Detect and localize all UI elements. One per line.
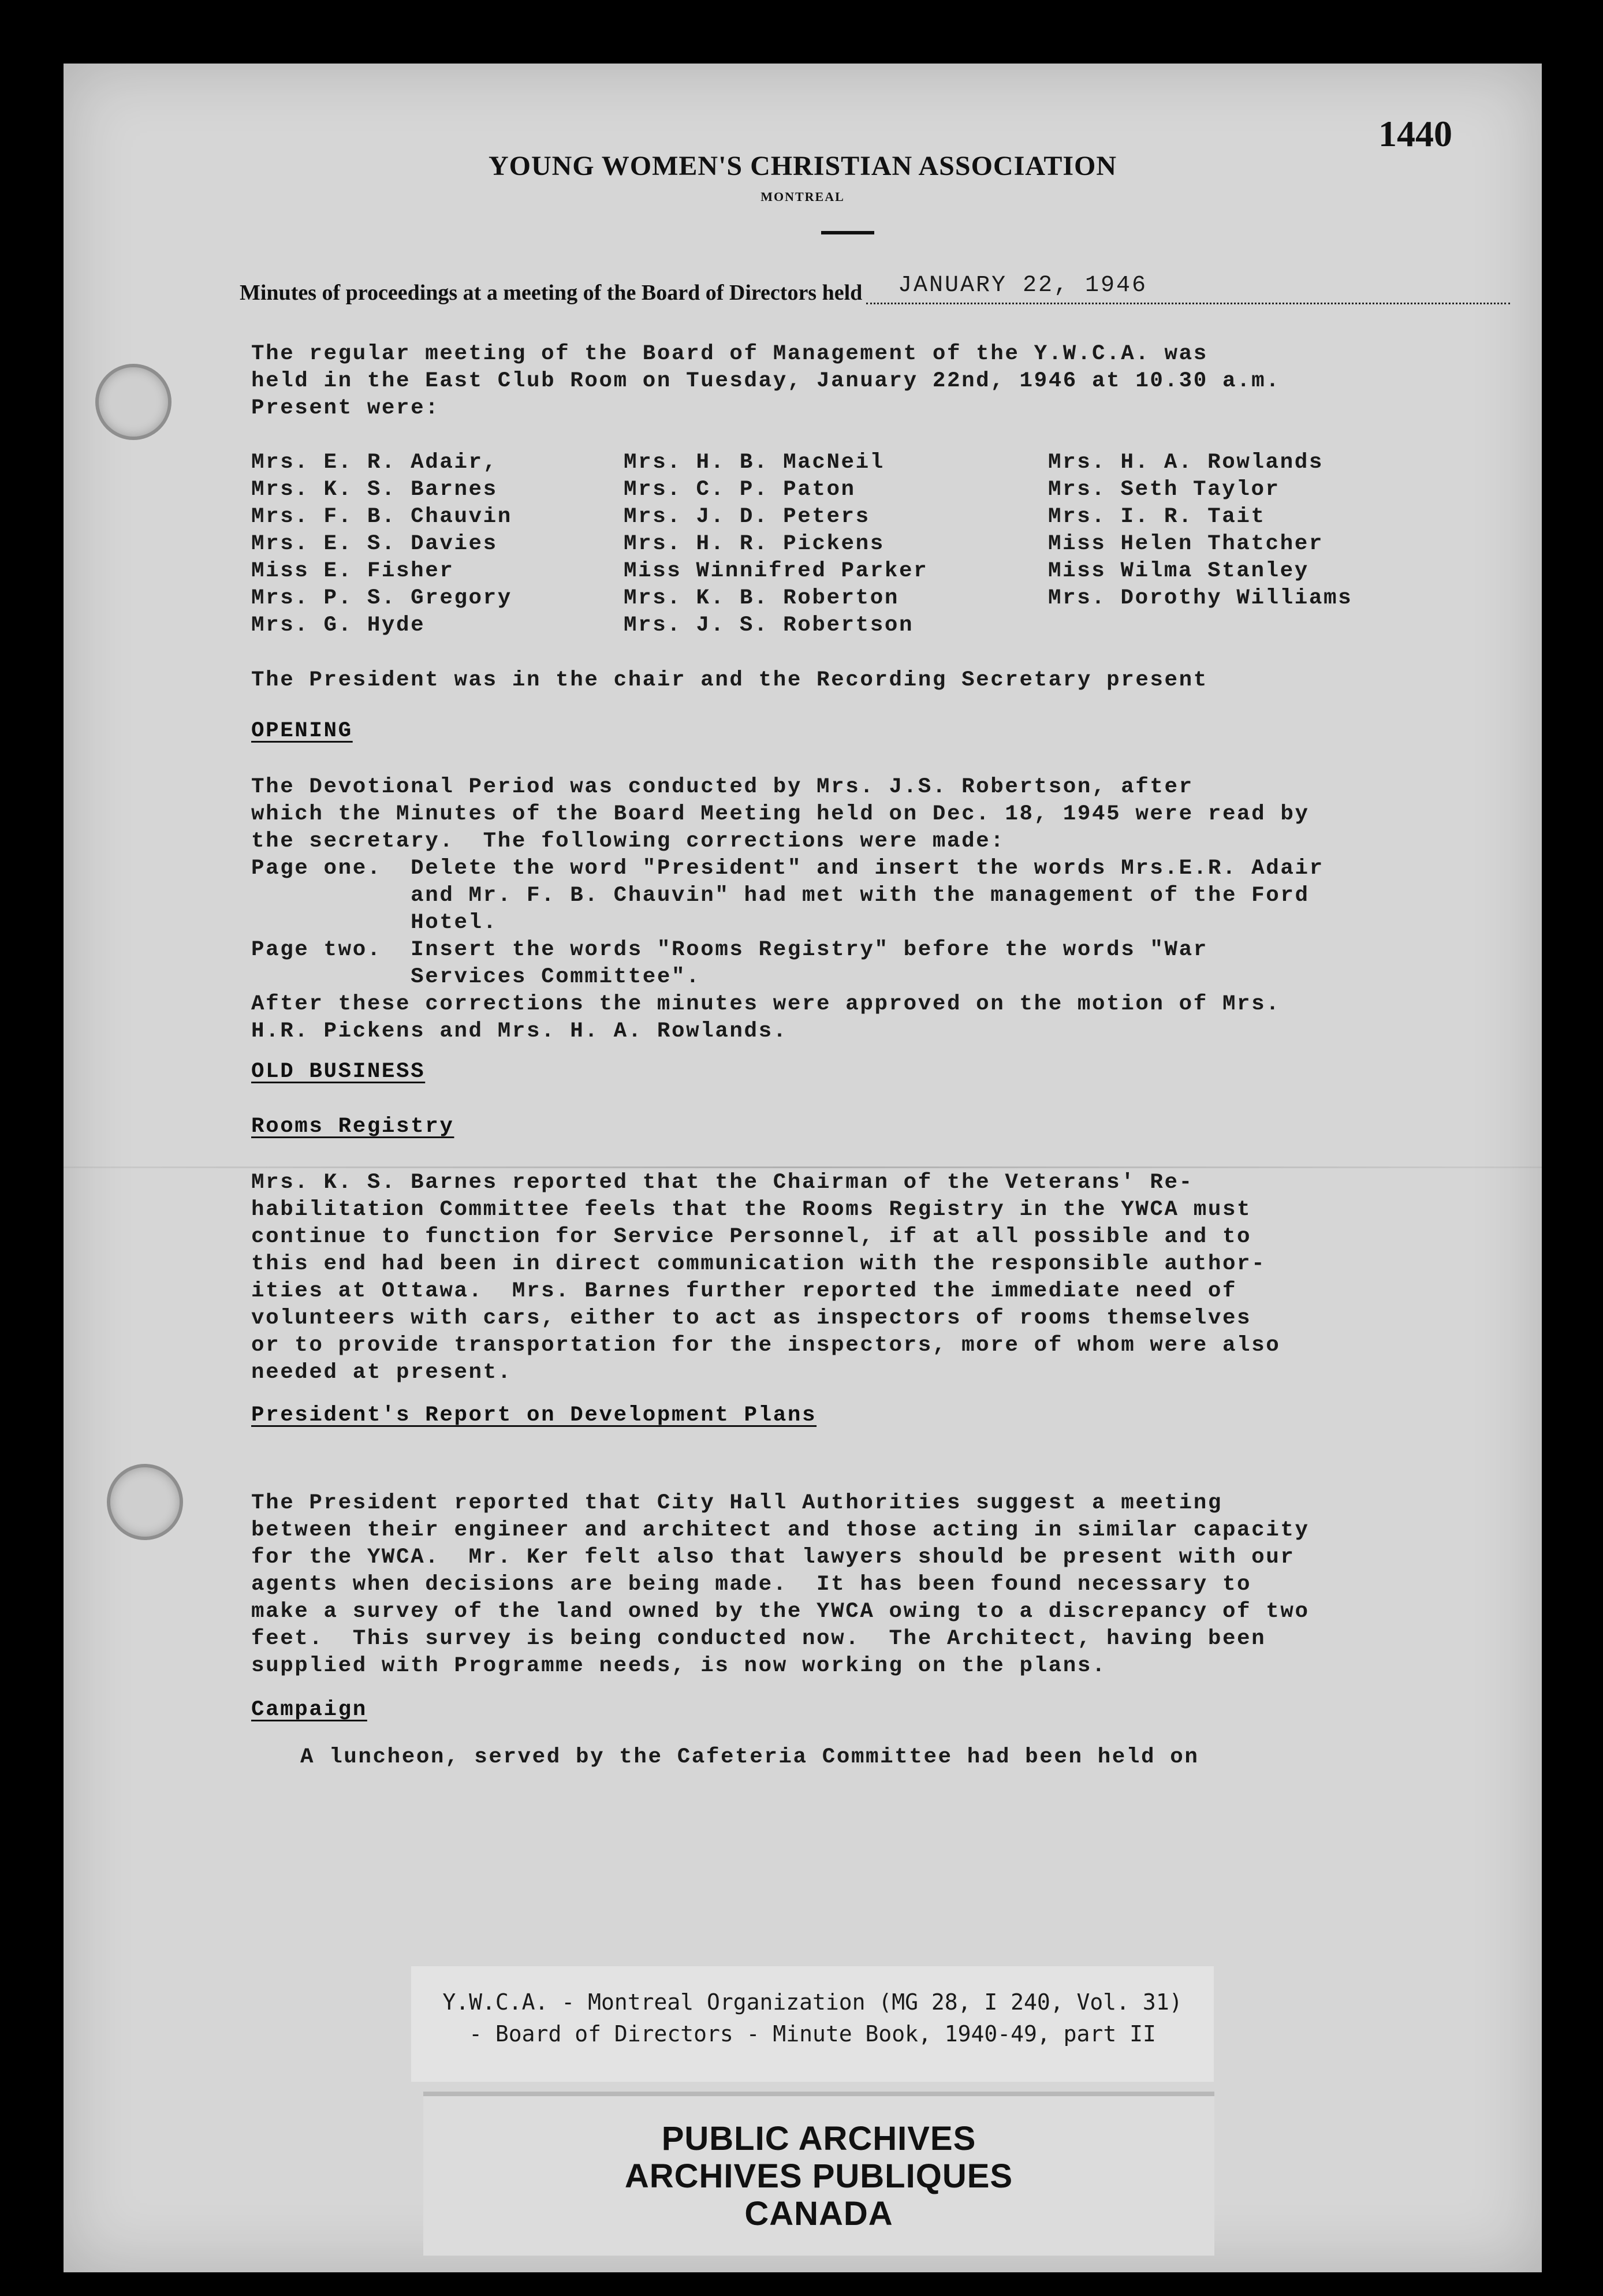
header-divider xyxy=(821,231,874,234)
old-business-heading: OLD BUSINESS xyxy=(251,1060,426,1084)
stamp-line-1: PUBLIC ARCHIVES xyxy=(661,2120,976,2157)
organization-title: YOUNG WOMEN'S CHRISTIAN ASSOCIATION xyxy=(488,151,1117,181)
chair-line: The President was in the chair and the Recording Secretary present xyxy=(251,668,1208,692)
dotted-fill-line xyxy=(866,303,1510,304)
meeting-date: JANUARY 22, 1946 xyxy=(898,273,1148,299)
minutes-label: Minutes of proceedings at a meeting of the Board of Directors held xyxy=(240,281,863,305)
campaign-heading: Campaign xyxy=(251,1698,367,1722)
rooms-registry-paragraph: Mrs. K. S. Barnes reported that the Chairman of the Veterans' Re- habilitation Committee feels that the Rooms Registry in the YWCA must continue to function for Service Personnel, if at all possible and to this end had been in direct communication with the responsible author- ities at Ottawa. Mrs. Barnes further reported the immediate need of volunteers with cars, either to act as inspectors of rooms themselves or to provide transportation for the inspectors, more of whom were also needed at present. xyxy=(251,1171,1281,1385)
stamp-line-3: CANADA xyxy=(744,2195,893,2232)
intro-paragraph xyxy=(251,341,1484,422)
organization-city: MONTREAL xyxy=(761,189,845,204)
president-report-heading: President's Report on Development Plans xyxy=(251,1403,817,1427)
present-column-1: Mrs. E. R. Adair, Mrs. K. S. Barnes Mrs. F. B. Chauvin Mrs. E. S. Davies Miss E. Fisher Mrs. P. S. Gregory Mrs. G. Hyde xyxy=(251,450,512,638)
opening-heading: OPENING xyxy=(251,719,353,743)
intro-text: The regular meeting of the Board of Management of the Y.W.C.A. was held in the East Club Room on Tuesday, January 22nd, 1946 at 10.30 a.m. Present were: xyxy=(251,342,1281,420)
public-archives-stamp xyxy=(423,2092,1214,2256)
archive-reference-label xyxy=(411,1966,1214,2082)
minutes-heading-line xyxy=(240,263,1510,309)
archive-label-line-1: Y.W.C.A. - Montreal Organization (MG 28, I 240, Vol. 31) xyxy=(442,1989,1183,2015)
present-column-3: Mrs. H. A. Rowlands Mrs. Seth Taylor Mrs. I. R. Tait Miss Helen Thatcher Miss Wilma Stanley Mrs. Dorothy Williams xyxy=(1048,450,1353,610)
present-column-2: Mrs. H. B. MacNeil Mrs. C. P. Paton Mrs. J. D. Peters Mrs. H. R. Pickens Miss Winnifred Parker Mrs. K. B. Roberton Mrs. J. S. Robertson xyxy=(624,450,929,638)
fold-crease xyxy=(64,1166,1542,1168)
opening-paragraph: The Devotional Period was conducted by Mrs. J.S. Robertson, after which the Minutes of the Board Meeting held on Dec. 18, 1945 were read by the secretary. The following corrections were made: Page one. Delete the word "President" and insert the words Mrs.E.R. Adair and Mr. F. B. Chauvin" had met with the management of the Ford Hotel. Page two. Insert the words "Rooms Registry" before the words "War Services Committee". After these corrections the minutes were approved on the motion of Mrs. H.R. Pickens and Mrs. H. A. Rowlands. xyxy=(251,775,1324,1043)
president-report-paragraph: The President reported that City Hall Authorities suggest a meeting between their engineer and architect and those acting in similar capacity for the YWCA. Mr. Ker felt also that lawyers should be present with our agents when decisions are being made. It has been found necessary to make a survey of the land owned by the YWCA owing to a discrepancy of two feet. This survey is being conducted now. The Architect, having been supplied with Programme needs, is now working on the plans. xyxy=(251,1491,1310,1678)
minutes-page xyxy=(64,64,1542,2272)
binder-hole-bottom xyxy=(107,1464,183,1540)
campaign-paragraph: A luncheon, served by the Cafeteria Committee had been held on xyxy=(300,1745,1199,1769)
binder-hole-top xyxy=(95,364,172,440)
stamp-line-2: ARCHIVES PUBLIQUES xyxy=(624,2157,1013,2195)
page-number: 1440 xyxy=(1378,113,1452,154)
rooms-registry-heading: Rooms Registry xyxy=(251,1115,454,1139)
archive-label-line-2: - Board of Directors - Minute Book, 1940-49, part II xyxy=(469,2021,1156,2047)
